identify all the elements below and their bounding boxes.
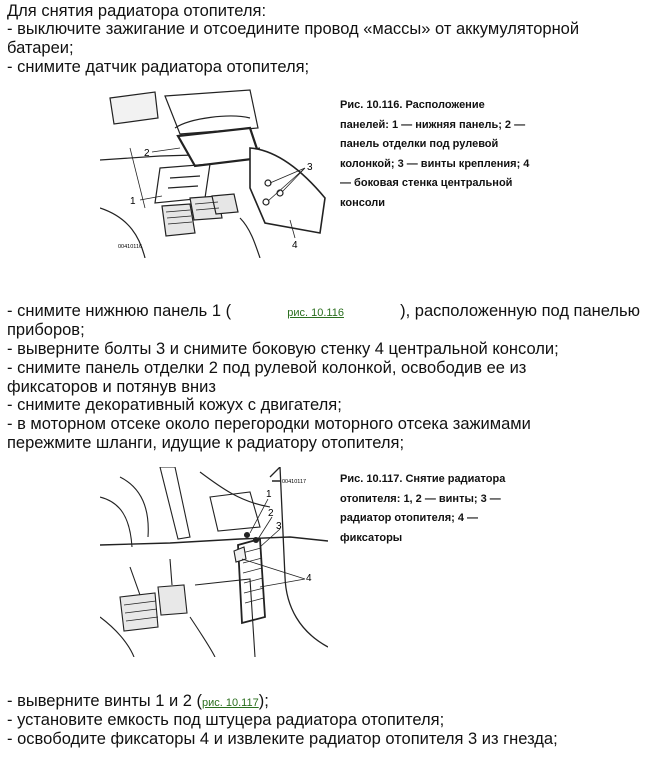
figure-10-117-link[interactable]: рис. 10.117 (202, 697, 259, 709)
mid-line-3: - выверните болты 3 и снимите боковую стенку 4 центральной консоли; (7, 340, 559, 358)
mid-line-1 (7, 302, 640, 323)
figure-10-117-callout-4: 4 (306, 573, 312, 584)
figure-10-117-caption-line-2: отопителя: 1, 2 — винты; 3 — (340, 492, 501, 505)
outro-line-1-post: ); (258, 692, 269, 710)
intro-line-4: - снимите датчик радиатора отопителя; (7, 58, 310, 76)
outro-line-2: - установите емкость под штуцера радиатора отопителя; (7, 711, 445, 729)
figure-10-116-caption-line-3: панель отделки под рулевой (340, 138, 499, 150)
intro-line-3: батареи; (7, 39, 74, 57)
mid-line-8: пережмите шланги, идущие к радиатору отопителя; (7, 434, 405, 452)
intro-line-2-text: - выключите зажигание и отсоедините провод «массы» от аккумуляторной (7, 20, 580, 38)
figure-10-116-callout-2: 2 (144, 148, 150, 159)
outro-line-1-pre: - выверните винты 1 и 2 ( (7, 692, 203, 710)
figure-10-116-caption-line-1: Рис. 10.116. Расположение (340, 99, 485, 111)
mid-line-4-text: - снимите панель отделки 2 под рулевой колонкой, освободив ее из (7, 359, 527, 377)
mid-line-1-pre: - снимите нижнюю панель 1 ( (7, 302, 232, 320)
mid-line-4 (7, 359, 640, 378)
figure-10-117-illustration (100, 467, 328, 657)
mid-line-7 (7, 415, 640, 434)
figure-10-117-caption (340, 470, 505, 548)
figure-10-116-callout-1: 1 (130, 196, 136, 207)
figure-10-116-caption-line-4: колонкой; 3 — винты крепления; 4 (340, 157, 530, 170)
figure-10-116-link[interactable]: рис. 10.116 (287, 307, 344, 319)
mid-line-6: - снимите декоративный кожух с двигателя; (7, 396, 342, 414)
figure-10-116-illustration (100, 88, 332, 258)
mid-line-1-post: ), расположенную под панелью (400, 302, 640, 320)
outro-line-1 (7, 692, 269, 713)
intro-line-2 (7, 20, 640, 39)
mid-line-5: фиксаторов и потянув вниз (7, 378, 216, 396)
figure-10-117-callout-1: 1 (266, 489, 272, 500)
intro-line-1: Для снятия радиатора отопителя: (7, 2, 267, 20)
figure-10-117-code: 00410117 (282, 479, 307, 485)
figure-10-116-caption-line-2: панелей: 1 — нижняя панель; 2 — (340, 118, 526, 131)
figure-10-116-caption (340, 96, 529, 213)
outro-line-3: - освободите фиксаторы 4 и извлеките радиатор отопителя 3 из гнезда; (7, 730, 558, 748)
figure-10-117-callout-3: 3 (276, 521, 282, 532)
figure-10-116-caption-line-6: консоли (340, 196, 386, 209)
figure-10-117-caption-line-1: Рис. 10.117. Снятие радиатора (340, 473, 506, 485)
mid-line-7-text: - в моторном отсеке около перегородки моторного отсека зажимами (7, 415, 531, 433)
figure-10-116-code: 00410116 (118, 244, 143, 250)
mid-line-2: приборов; (7, 321, 85, 339)
figure-10-116-callout-4: 4 (292, 240, 298, 251)
figure-10-117-callout-2: 2 (268, 508, 274, 519)
figure-10-117-caption-line-3: радиатор отопителя; 4 — (340, 512, 479, 524)
figure-10-117-caption-line-4: фиксаторы (340, 531, 403, 544)
figure-10-116-callout-3: 3 (307, 162, 313, 173)
figure-10-116-caption-line-5: — боковая стенка центральной (340, 177, 513, 189)
